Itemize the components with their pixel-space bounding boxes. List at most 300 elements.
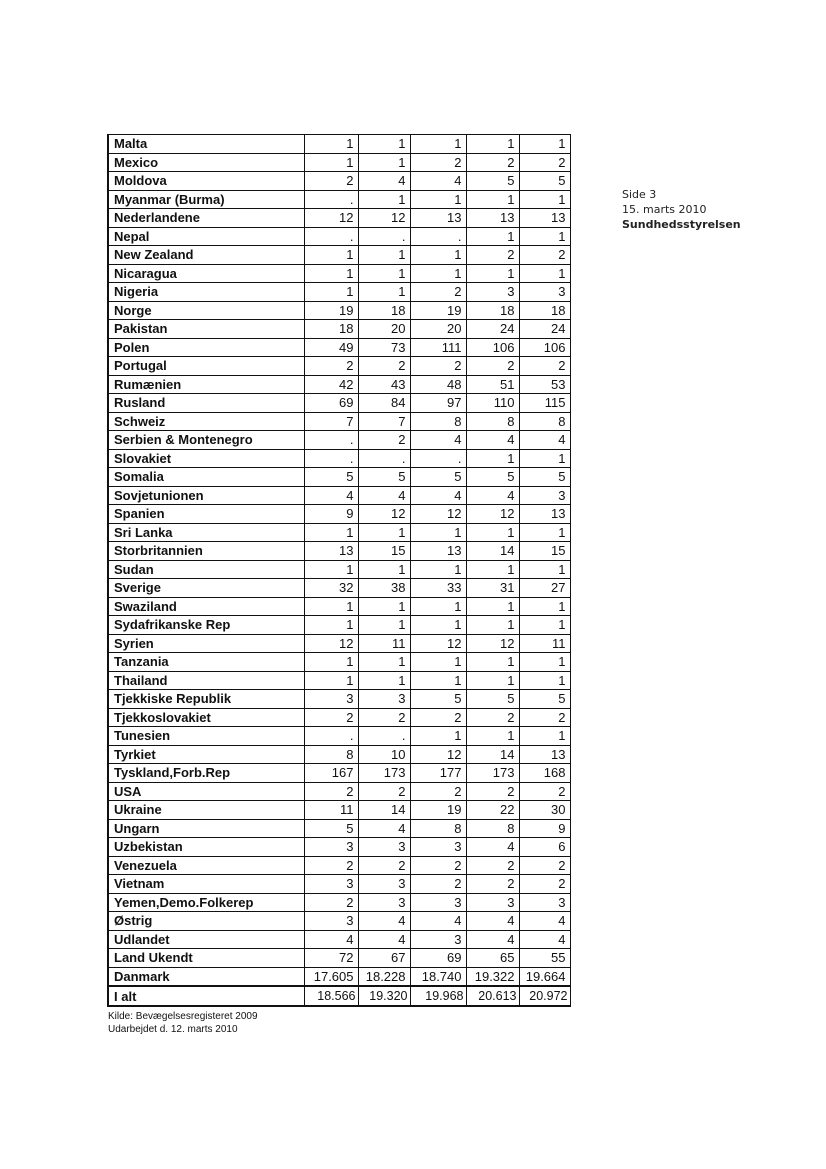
table-row — [108, 801, 570, 820]
value-cell-2: 18 — [358, 301, 410, 320]
country-name-cell: Tunesien — [108, 727, 304, 746]
table-row — [108, 819, 570, 838]
value-cell-4: 2 — [466, 357, 519, 376]
table-row — [108, 579, 570, 598]
value-cell-5: 6 — [519, 838, 570, 857]
value-cell-2: 7 — [358, 412, 410, 431]
side-info — [622, 187, 741, 232]
value-cell-2: 3 — [358, 838, 410, 857]
value-cell-5: 8 — [519, 412, 570, 431]
value-cell-4: 1 — [466, 264, 519, 283]
value-cell-2: 1 — [358, 264, 410, 283]
value-cell-2: 4 — [358, 486, 410, 505]
value-cell-3: 4 — [410, 172, 466, 191]
value-cell-5: 1 — [519, 727, 570, 746]
value-cell-4: 1 — [466, 653, 519, 672]
country-name-cell: Tanzania — [108, 653, 304, 672]
value-cell-4: 51 — [466, 375, 519, 394]
value-cell-5: 27 — [519, 579, 570, 598]
value-cell-3: 1 — [410, 135, 466, 154]
value-cell-3: 3 — [410, 893, 466, 912]
country-name-cell: Tjekkoslovakiet — [108, 708, 304, 727]
value-cell-5: 9 — [519, 819, 570, 838]
value-cell-2: 18.228 — [358, 967, 410, 986]
value-cell-5: 5 — [519, 468, 570, 487]
table-row — [108, 597, 570, 616]
value-cell-5: 20.972 — [519, 986, 570, 1006]
value-cell-3: 1 — [410, 616, 466, 635]
value-cell-5: 11 — [519, 634, 570, 653]
value-cell-4: 22 — [466, 801, 519, 820]
value-cell-3: 12 — [410, 634, 466, 653]
value-cell-1: 12 — [304, 634, 358, 653]
value-cell-3: 1 — [410, 671, 466, 690]
value-cell-1: 18 — [304, 320, 358, 339]
value-cell-4: 14 — [466, 745, 519, 764]
value-cell-1: 1 — [304, 560, 358, 579]
country-name-cell: Nicaragua — [108, 264, 304, 283]
value-cell-2: 19.320 — [358, 986, 410, 1006]
value-cell-2: 4 — [358, 930, 410, 949]
value-cell-1: 1 — [304, 283, 358, 302]
country-name-cell: Yemen,Demo.Folkerep — [108, 893, 304, 912]
value-cell-1: 11 — [304, 801, 358, 820]
value-cell-4: 5 — [466, 172, 519, 191]
value-cell-1: 1 — [304, 523, 358, 542]
table-total-row — [108, 986, 570, 1006]
value-cell-5: 1 — [519, 560, 570, 579]
value-cell-1: 5 — [304, 819, 358, 838]
value-cell-2: 67 — [358, 949, 410, 968]
value-cell-1: 72 — [304, 949, 358, 968]
value-cell-5: 106 — [519, 338, 570, 357]
value-cell-2: 12 — [358, 505, 410, 524]
table-row — [108, 838, 570, 857]
value-cell-5: 168 — [519, 764, 570, 783]
value-cell-2: 4 — [358, 172, 410, 191]
country-name-cell: Vietnam — [108, 875, 304, 894]
value-cell-2: 20 — [358, 320, 410, 339]
value-cell-1: . — [304, 227, 358, 246]
value-cell-3: 69 — [410, 949, 466, 968]
source-note — [108, 1010, 258, 1036]
value-cell-3: 2 — [410, 708, 466, 727]
country-name-cell: Sudan — [108, 560, 304, 579]
table-row — [108, 967, 570, 986]
value-cell-4: 2 — [466, 875, 519, 894]
country-name-cell: Portugal — [108, 357, 304, 376]
value-cell-2: 2 — [358, 708, 410, 727]
value-cell-1: 4 — [304, 486, 358, 505]
value-cell-2: 84 — [358, 394, 410, 413]
value-cell-4: 4 — [466, 838, 519, 857]
value-cell-2: 3 — [358, 875, 410, 894]
value-cell-5: 13 — [519, 745, 570, 764]
value-cell-4: 2 — [466, 153, 519, 172]
value-cell-2: 4 — [358, 912, 410, 931]
value-cell-2: 2 — [358, 856, 410, 875]
country-name-cell: Pakistan — [108, 320, 304, 339]
table-row — [108, 505, 570, 524]
value-cell-5: 18 — [519, 301, 570, 320]
value-cell-2: 4 — [358, 819, 410, 838]
value-cell-4: 4 — [466, 930, 519, 949]
value-cell-2: 43 — [358, 375, 410, 394]
country-name-cell: Østrig — [108, 912, 304, 931]
table-row — [108, 616, 570, 635]
value-cell-5: 4 — [519, 912, 570, 931]
value-cell-3: 3 — [410, 930, 466, 949]
value-cell-1: 49 — [304, 338, 358, 357]
value-cell-3: . — [410, 449, 466, 468]
value-cell-3: 33 — [410, 579, 466, 598]
table-row — [108, 523, 570, 542]
value-cell-1: 2 — [304, 708, 358, 727]
value-cell-1: 2 — [304, 357, 358, 376]
value-cell-3: 13 — [410, 542, 466, 561]
table-row — [108, 375, 570, 394]
value-cell-2: 1 — [358, 135, 410, 154]
value-cell-2: 2 — [358, 782, 410, 801]
table-row — [108, 486, 570, 505]
value-cell-1: 2 — [304, 893, 358, 912]
value-cell-3: 12 — [410, 745, 466, 764]
value-cell-4: 1 — [466, 616, 519, 635]
value-cell-5: 13 — [519, 505, 570, 524]
value-cell-5: 53 — [519, 375, 570, 394]
table-row — [108, 875, 570, 894]
value-cell-5: 3 — [519, 283, 570, 302]
source-line: Kilde: Bevægelsesregisteret 2009 — [108, 1011, 258, 1022]
value-cell-3: 1 — [410, 727, 466, 746]
value-cell-4: 1 — [466, 135, 519, 154]
value-cell-4: 1 — [466, 190, 519, 209]
value-cell-1: 4 — [304, 930, 358, 949]
value-cell-5: 2 — [519, 153, 570, 172]
value-cell-1: 2 — [304, 782, 358, 801]
value-cell-1: 3 — [304, 912, 358, 931]
value-cell-1: 13 — [304, 542, 358, 561]
value-cell-3: 19.968 — [410, 986, 466, 1006]
value-cell-5: 1 — [519, 264, 570, 283]
value-cell-1: . — [304, 449, 358, 468]
value-cell-4: 106 — [466, 338, 519, 357]
table-row — [108, 708, 570, 727]
value-cell-1: 1 — [304, 597, 358, 616]
value-cell-3: 8 — [410, 819, 466, 838]
value-cell-3: 20 — [410, 320, 466, 339]
table-row — [108, 782, 570, 801]
value-cell-2: 11 — [358, 634, 410, 653]
value-cell-5: 5 — [519, 172, 570, 191]
table-row — [108, 690, 570, 709]
value-cell-1: 69 — [304, 394, 358, 413]
value-cell-1: 8 — [304, 745, 358, 764]
value-cell-1: 1 — [304, 246, 358, 265]
country-name-cell: Ungarn — [108, 819, 304, 838]
value-cell-1: 7 — [304, 412, 358, 431]
table-row — [108, 357, 570, 376]
value-cell-2: 15 — [358, 542, 410, 561]
country-name-cell: Thailand — [108, 671, 304, 690]
table-body — [108, 135, 570, 1007]
value-cell-3: 8 — [410, 412, 466, 431]
table-row — [108, 468, 570, 487]
country-name-cell: Tjekkiske Republik — [108, 690, 304, 709]
country-name-cell: Sydafrikanske Rep — [108, 616, 304, 635]
value-cell-3: 1 — [410, 560, 466, 579]
country-name-cell: Somalia — [108, 468, 304, 487]
value-cell-5: 1 — [519, 597, 570, 616]
country-name-cell: USA — [108, 782, 304, 801]
table-row — [108, 745, 570, 764]
country-name-cell: Sverige — [108, 579, 304, 598]
value-cell-4: 20.613 — [466, 986, 519, 1006]
value-cell-3: 19 — [410, 301, 466, 320]
value-cell-2: 73 — [358, 338, 410, 357]
value-cell-3: 4 — [410, 431, 466, 450]
value-cell-1: 3 — [304, 690, 358, 709]
value-cell-5: 1 — [519, 135, 570, 154]
table-row — [108, 209, 570, 228]
value-cell-2: 1 — [358, 246, 410, 265]
value-cell-4: 173 — [466, 764, 519, 783]
value-cell-5: 30 — [519, 801, 570, 820]
value-cell-1: 19 — [304, 301, 358, 320]
value-cell-4: 12 — [466, 634, 519, 653]
table-row — [108, 338, 570, 357]
value-cell-4: 1 — [466, 671, 519, 690]
value-cell-4: 65 — [466, 949, 519, 968]
value-cell-4: 2 — [466, 246, 519, 265]
value-cell-1: 167 — [304, 764, 358, 783]
country-name-cell: New Zealand — [108, 246, 304, 265]
value-cell-4: 2 — [466, 708, 519, 727]
value-cell-3: 19 — [410, 801, 466, 820]
table-row — [108, 431, 570, 450]
value-cell-3: 4 — [410, 486, 466, 505]
table-row — [108, 246, 570, 265]
value-cell-4: 31 — [466, 579, 519, 598]
country-name-cell: Tyskland,Forb.Rep — [108, 764, 304, 783]
table-row — [108, 671, 570, 690]
value-cell-1: 3 — [304, 875, 358, 894]
value-cell-2: 5 — [358, 468, 410, 487]
country-name-cell: Venezuela — [108, 856, 304, 875]
value-cell-1: 2 — [304, 856, 358, 875]
organization-name: Sundhedsstyrelsen — [622, 218, 741, 231]
value-cell-3: 2 — [410, 782, 466, 801]
country-name-cell: Norge — [108, 301, 304, 320]
country-name-cell: I alt — [108, 986, 304, 1006]
value-cell-5: 2 — [519, 782, 570, 801]
value-cell-1: 1 — [304, 616, 358, 635]
table-row — [108, 412, 570, 431]
value-cell-3: 2 — [410, 856, 466, 875]
value-cell-2: 2 — [358, 357, 410, 376]
value-cell-4: 1 — [466, 727, 519, 746]
value-cell-1: 5 — [304, 468, 358, 487]
value-cell-5: 1 — [519, 449, 570, 468]
value-cell-2: 1 — [358, 190, 410, 209]
value-cell-5: 19.664 — [519, 967, 570, 986]
country-name-cell: Moldova — [108, 172, 304, 191]
value-cell-2: 14 — [358, 801, 410, 820]
value-cell-5: 24 — [519, 320, 570, 339]
value-cell-1: 17.605 — [304, 967, 358, 986]
value-cell-3: 111 — [410, 338, 466, 357]
value-cell-5: 2 — [519, 357, 570, 376]
country-name-cell: Spanien — [108, 505, 304, 524]
value-cell-5: 4 — [519, 431, 570, 450]
value-cell-2: 38 — [358, 579, 410, 598]
country-name-cell: Storbritannien — [108, 542, 304, 561]
country-name-cell: Nigeria — [108, 283, 304, 302]
table-row — [108, 320, 570, 339]
value-cell-3: 48 — [410, 375, 466, 394]
value-cell-5: 3 — [519, 893, 570, 912]
table-row — [108, 653, 570, 672]
value-cell-4: 14 — [466, 542, 519, 561]
value-cell-5: 15 — [519, 542, 570, 561]
prepared-date-line: Udarbejdet d. 12. marts 2010 — [108, 1024, 238, 1035]
value-cell-3: 13 — [410, 209, 466, 228]
country-name-cell: Udlandet — [108, 930, 304, 949]
value-cell-3: 1 — [410, 523, 466, 542]
value-cell-5: 55 — [519, 949, 570, 968]
country-name-cell: Syrien — [108, 634, 304, 653]
table-row — [108, 634, 570, 653]
country-name-cell: Serbien & Montenegro — [108, 431, 304, 450]
country-name-cell: Danmark — [108, 967, 304, 986]
table-row — [108, 912, 570, 931]
table-row — [108, 283, 570, 302]
country-data-table — [107, 134, 571, 1007]
value-cell-4: 12 — [466, 505, 519, 524]
value-cell-4: 110 — [466, 394, 519, 413]
value-cell-3: 3 — [410, 838, 466, 857]
value-cell-2: . — [358, 227, 410, 246]
value-cell-4: 3 — [466, 893, 519, 912]
value-cell-3: 2 — [410, 153, 466, 172]
value-cell-4: 3 — [466, 283, 519, 302]
value-cell-2: 10 — [358, 745, 410, 764]
value-cell-3: 1 — [410, 597, 466, 616]
value-cell-3: 1 — [410, 653, 466, 672]
table-row — [108, 227, 570, 246]
value-cell-5: 1 — [519, 671, 570, 690]
value-cell-4: 1 — [466, 523, 519, 542]
value-cell-4: 4 — [466, 486, 519, 505]
table-row — [108, 135, 570, 154]
value-cell-4: 8 — [466, 412, 519, 431]
value-cell-1: 2 — [304, 172, 358, 191]
value-cell-1: 42 — [304, 375, 358, 394]
country-name-cell: Uzbekistan — [108, 838, 304, 857]
value-cell-5: 4 — [519, 930, 570, 949]
value-cell-2: 1 — [358, 153, 410, 172]
document-date: 15. marts 2010 — [622, 203, 707, 216]
table-row — [108, 542, 570, 561]
value-cell-1: 3 — [304, 838, 358, 857]
value-cell-2: 12 — [358, 209, 410, 228]
value-cell-1: 32 — [304, 579, 358, 598]
value-cell-2: 2 — [358, 431, 410, 450]
value-cell-1: 1 — [304, 264, 358, 283]
value-cell-3: 2 — [410, 357, 466, 376]
country-name-cell: Sovjetunionen — [108, 486, 304, 505]
value-cell-4: 5 — [466, 690, 519, 709]
value-cell-1: 1 — [304, 153, 358, 172]
table-row — [108, 264, 570, 283]
value-cell-5: 115 — [519, 394, 570, 413]
value-cell-3: 2 — [410, 875, 466, 894]
value-cell-2: 1 — [358, 597, 410, 616]
table-row — [108, 190, 570, 209]
country-name-cell: Myanmar (Burma) — [108, 190, 304, 209]
value-cell-4: 4 — [466, 912, 519, 931]
country-name-cell: Tyrkiet — [108, 745, 304, 764]
value-cell-5: 1 — [519, 616, 570, 635]
value-cell-2: 1 — [358, 653, 410, 672]
value-cell-1: . — [304, 727, 358, 746]
table-row — [108, 949, 570, 968]
value-cell-3: 12 — [410, 505, 466, 524]
country-name-cell: Sri Lanka — [108, 523, 304, 542]
value-cell-4: 18 — [466, 301, 519, 320]
table-row — [108, 930, 570, 949]
value-cell-1: 1 — [304, 671, 358, 690]
value-cell-3: . — [410, 227, 466, 246]
value-cell-5: 1 — [519, 653, 570, 672]
country-name-cell: Nepal — [108, 227, 304, 246]
value-cell-2: 1 — [358, 671, 410, 690]
value-cell-4: 4 — [466, 431, 519, 450]
value-cell-3: 4 — [410, 912, 466, 931]
value-cell-3: 1 — [410, 264, 466, 283]
value-cell-4: 1 — [466, 597, 519, 616]
table-row — [108, 560, 570, 579]
value-cell-1: 1 — [304, 135, 358, 154]
table-row — [108, 764, 570, 783]
value-cell-4: 19.322 — [466, 967, 519, 986]
page-number: Side 3 — [622, 188, 657, 201]
country-name-cell: Ukraine — [108, 801, 304, 820]
value-cell-5: 3 — [519, 486, 570, 505]
value-cell-3: 97 — [410, 394, 466, 413]
value-cell-1: . — [304, 431, 358, 450]
value-cell-3: 18.740 — [410, 967, 466, 986]
country-name-cell: Polen — [108, 338, 304, 357]
value-cell-4: 8 — [466, 819, 519, 838]
country-name-cell: Mexico — [108, 153, 304, 172]
value-cell-1: . — [304, 190, 358, 209]
value-cell-5: 2 — [519, 708, 570, 727]
value-cell-2: 1 — [358, 523, 410, 542]
value-cell-1: 1 — [304, 653, 358, 672]
value-cell-2: 3 — [358, 893, 410, 912]
value-cell-5: 2 — [519, 246, 570, 265]
value-cell-4: 5 — [466, 468, 519, 487]
country-name-cell: Rusland — [108, 394, 304, 413]
country-name-cell: Slovakiet — [108, 449, 304, 468]
value-cell-4: 2 — [466, 782, 519, 801]
value-cell-2: 1 — [358, 283, 410, 302]
value-cell-5: 2 — [519, 875, 570, 894]
value-cell-5: 5 — [519, 690, 570, 709]
value-cell-4: 1 — [466, 449, 519, 468]
value-cell-1: 9 — [304, 505, 358, 524]
